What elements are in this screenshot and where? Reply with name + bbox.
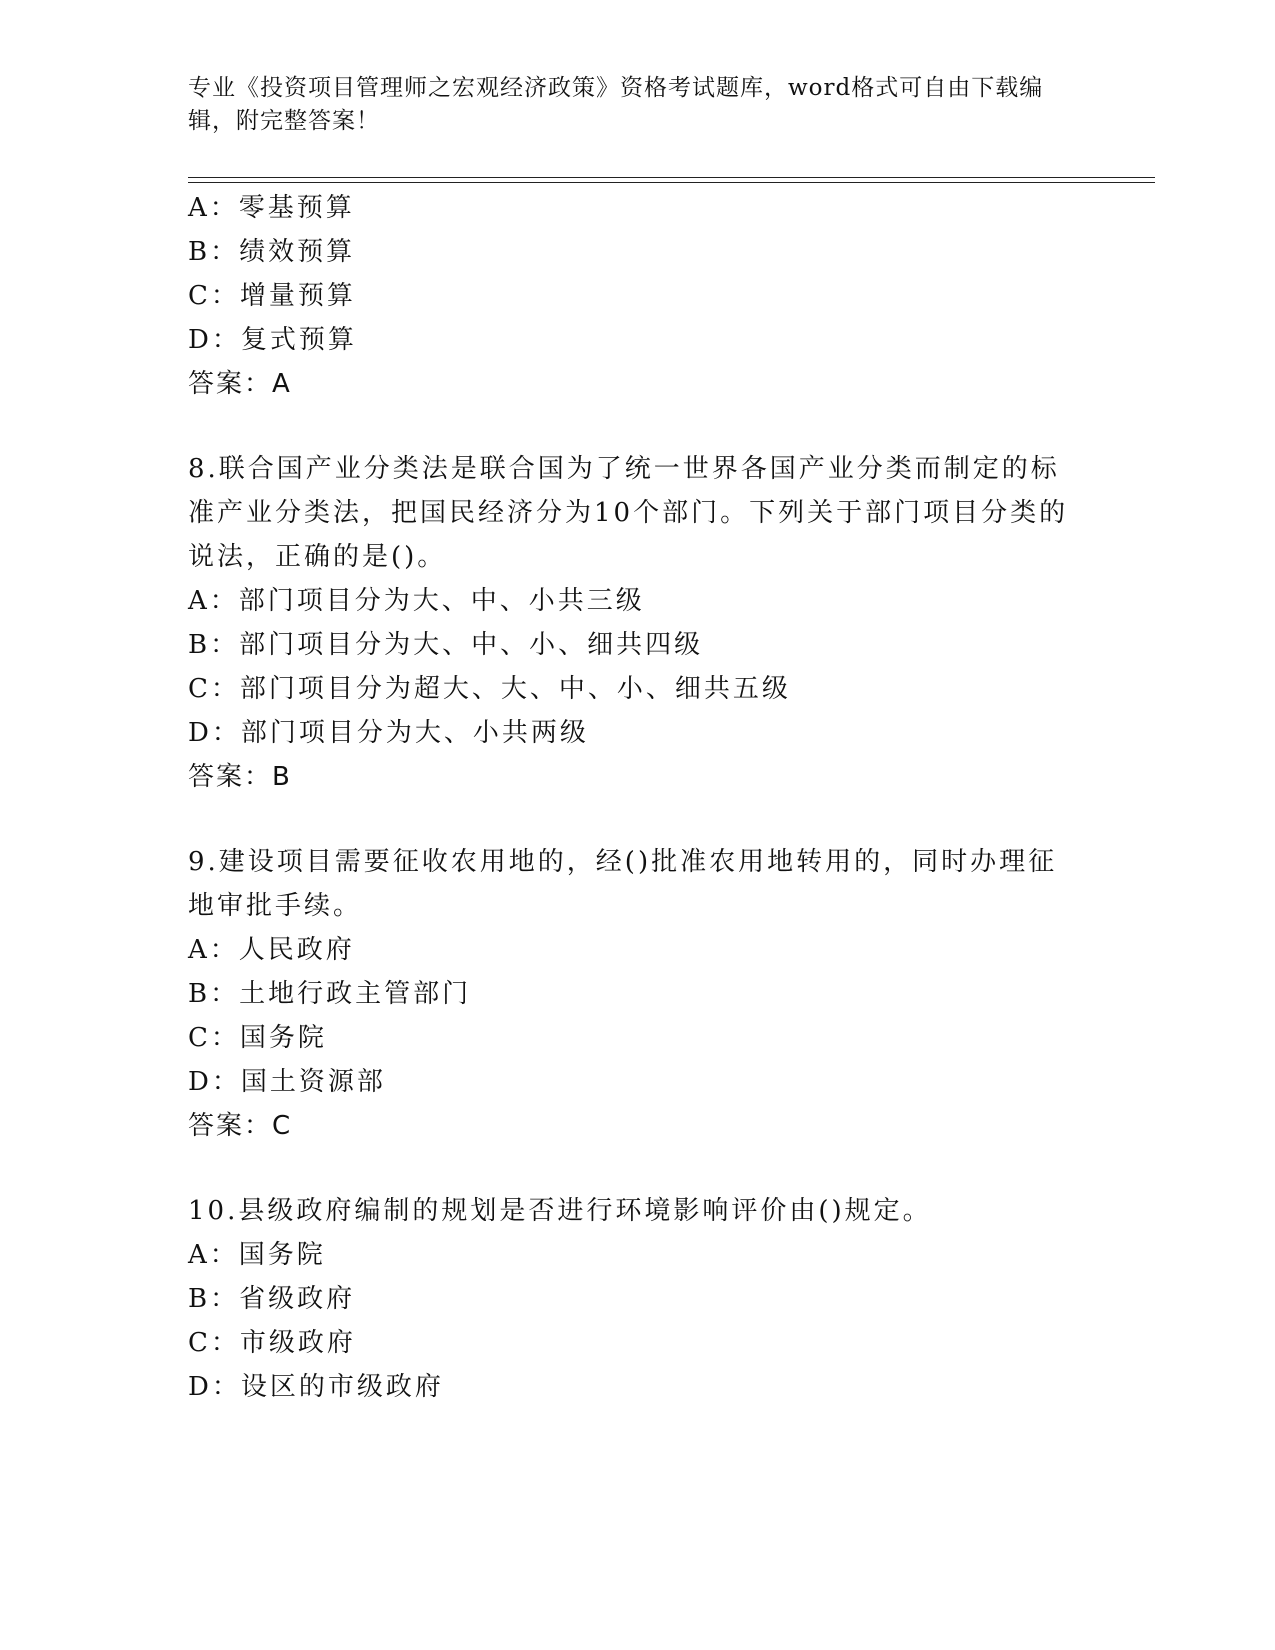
q9-stem-line-1: 9.建设项目需要征收农用地的，经()批准农用地转用的，同时办理征 (188, 847, 1058, 877)
header-line-1: 专业《投资项目管理师之宏观经济政策》资格考试题库，word格式可自由下载编 (188, 75, 1044, 101)
q9-answer: 答案：C (188, 1111, 293, 1141)
q8-stem-line-3: 说法，正确的是()。 (188, 542, 447, 572)
q10-stem-line-1: 10.县级政府编制的规划是否进行环境影响评价由()规定。 (188, 1196, 932, 1226)
q10-option-a: A：国务院 (188, 1240, 326, 1270)
q9-option-c: C：国务院 (188, 1023, 327, 1053)
q8-option-d: D：部门项目分为大、小共两级 (188, 718, 589, 748)
q7-option-a: A：零基预算 (188, 193, 355, 223)
q8-option-a: A：部门项目分为大、中、小共三级 (188, 586, 645, 616)
header-divider-top (188, 177, 1155, 178)
q7-answer: 答案：A (188, 369, 292, 399)
q10-option-c: C：市级政府 (188, 1328, 356, 1358)
q9-option-a: A：人民政府 (188, 935, 355, 965)
q10-option-b: B：省级政府 (188, 1284, 356, 1314)
q8-option-c: C：部门项目分为超大、大、中、小、细共五级 (188, 674, 791, 704)
header-line-2: 辑，附完整答案！ (188, 108, 380, 134)
q7-option-c: C：增量预算 (188, 281, 356, 311)
q8-stem-line-1: 8.联合国产业分类法是联合国为了统一世界各国产业分类而制定的标 (188, 454, 1060, 484)
header-divider-bottom (188, 182, 1155, 183)
q7-option-b: B：绩效预算 (188, 237, 356, 267)
q9-option-b: B：土地行政主管部门 (188, 979, 472, 1009)
q7-option-d: D：复式预算 (188, 325, 357, 355)
q10-option-d: D：设区的市级政府 (188, 1372, 444, 1402)
q9-stem-line-2: 地审批手续。 (188, 891, 363, 921)
q8-answer: 答案：B (188, 762, 292, 792)
q8-stem-line-2: 准产业分类法，把国民经济分为10个部门。下列关于部门项目分类的 (188, 498, 1069, 528)
q8-option-b: B：部门项目分为大、中、小、细共四级 (188, 630, 704, 660)
document-header (188, 72, 1068, 138)
q9-option-d: D：国土资源部 (188, 1067, 386, 1097)
